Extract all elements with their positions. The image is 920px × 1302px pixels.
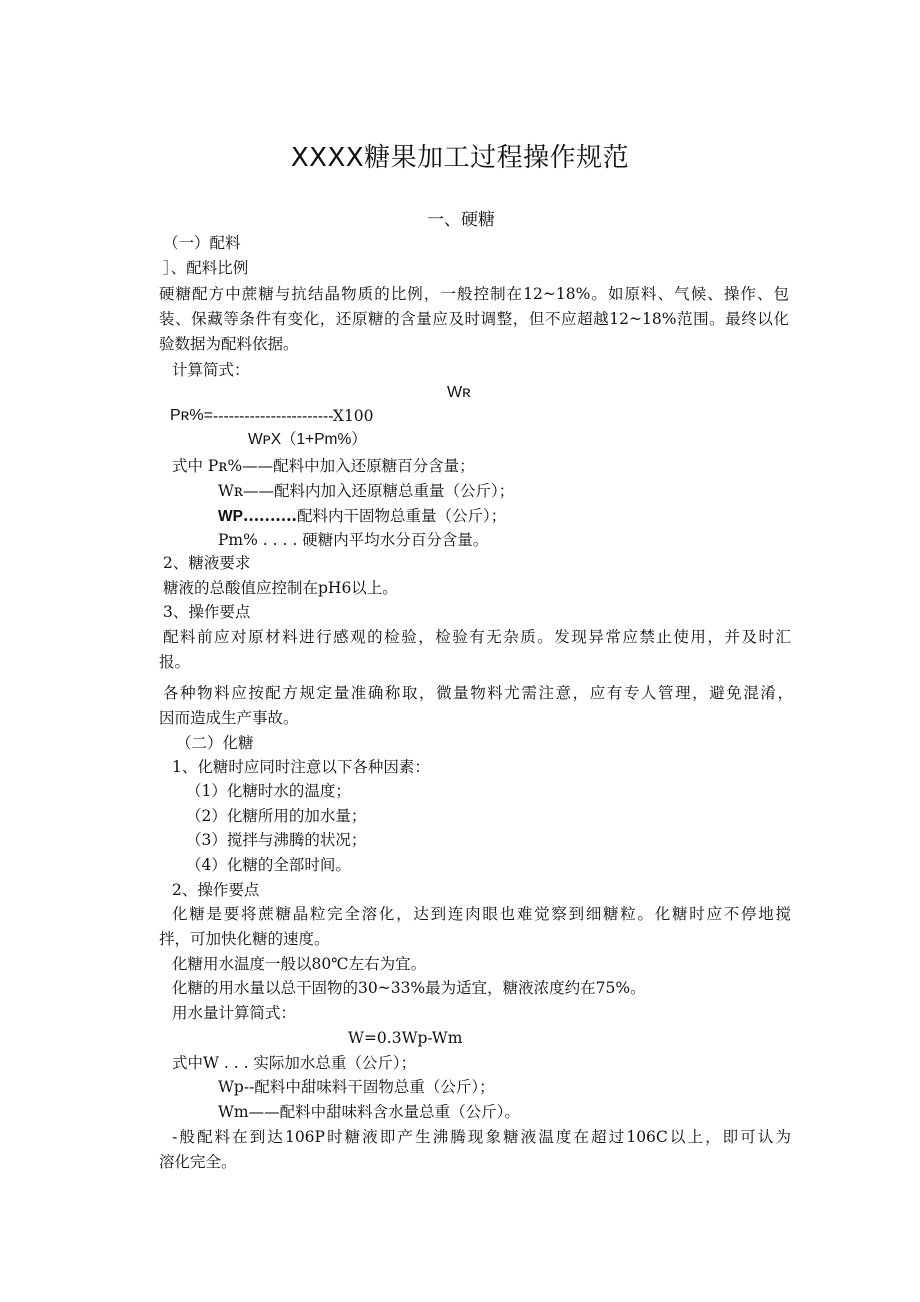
item-heading: 2、糖液要求 [163,554,251,572]
paragraph-line: 溶化完全。 [159,1153,237,1171]
calc-label: 用水量计算简式： [172,1004,297,1022]
definition-line: 式中W . . . 实际加水总重（公斤）； [172,1054,417,1072]
formula-left-side: Pʀ%= [170,407,213,424]
page-title: XXXX糖果加工过程操作规范 [290,143,630,173]
definition-text: 配料内干固物总重量（公斤）； [296,507,507,525]
formula-fraction-bar: -----------------------X100 [213,407,374,425]
definition-line: Pm% . . . . 硬糖内平均水分百分含量。 [218,531,489,549]
subheading-ingredients: （一）配料 [163,234,241,252]
paragraph-line: 因而造成生产事故。 [159,709,299,727]
item-ratio-heading: ］、配料比例 [163,259,249,277]
dot-leader: .......... [242,506,297,525]
definition-line: Wʀ——配料内加入还原糖总重量（公斤）； [218,482,515,500]
section-heading-hard-candy: 一、硬糖 [427,210,495,230]
formula-numerator: Wʀ [447,384,471,401]
definition-line: 式中 Pʀ%——配料中加入还原糖百分含量； [172,457,475,475]
factor-item: （3）搅拌与沸腾的状况； [186,831,367,849]
item-heading: 2、操作要点 [172,881,260,899]
paragraph-line: 报。 [159,653,191,671]
paragraph-line: 化糖用水温度一般以80℃左右为宜。 [172,955,427,973]
factor-item: （2）化糖所用的加水量； [186,807,367,825]
factor-item: （4）化糖的全部时间。 [186,856,351,874]
subheading-dissolving: （二）化糖 [176,734,254,752]
calc-label: 计算简式： [172,361,250,379]
definition-line: Wm——配料中甜味料含水量总重（公斤）。 [218,1103,520,1121]
paragraph-line: 各种物料应按配方规定量准确称取，微量物料尤需注意，应有专人管理，避免混淆， [163,684,793,702]
formula-denominator: WᴘX（1+Pm%） [248,431,367,448]
paragraph-line: 硬糖配方中蔗糖与抗结晶物质的比例，一般控制在12~18%。如原料、气候、操作、包 [159,285,789,303]
paragraph-line: 糖液的总酸值应控制在pH6以上。 [163,579,398,597]
paragraph-line: 拌，可加快化糖的速度。 [159,930,330,948]
paragraph-line: 装、保藏等条件有变化，还原糖的含量应及时调整，但不应超越12~18%范围。最终以化 [159,310,789,328]
definition-line [218,506,506,527]
factors-heading: 1、化糖时应同时注意以下各种因素： [172,758,430,776]
formula-water: W=0.3Wp-Wm [348,1029,463,1047]
symbol-wp: WP [218,508,243,525]
paragraph-line: 验数据为配料依据。 [159,335,299,353]
paragraph-line: 配料前应对原材料进行感观的检验，检验有无杂质。发现异常应禁止使用，并及时汇 [163,628,791,646]
paragraph-line: -般配料在到达106P时糖液即产生沸腾现象糖液温度在超过106C以上，即可认为 [172,1128,791,1146]
item-heading: 3、操作要点 [163,603,251,621]
paragraph-line: 化糖是要将蔗糖晶粒完全溶化，达到连肉眼也难觉察到细糖粒。化糖时应不停地搅 [172,905,791,923]
factor-item: （1）化糖时水的温度； [186,782,351,800]
paragraph-line: 化糖的用水量以总干固物的30~33%最为适宜，糖液浓度约在75%。 [172,979,646,997]
definition-line: Wp--配料中甜味料干固物总重（公斤）； [218,1078,495,1096]
